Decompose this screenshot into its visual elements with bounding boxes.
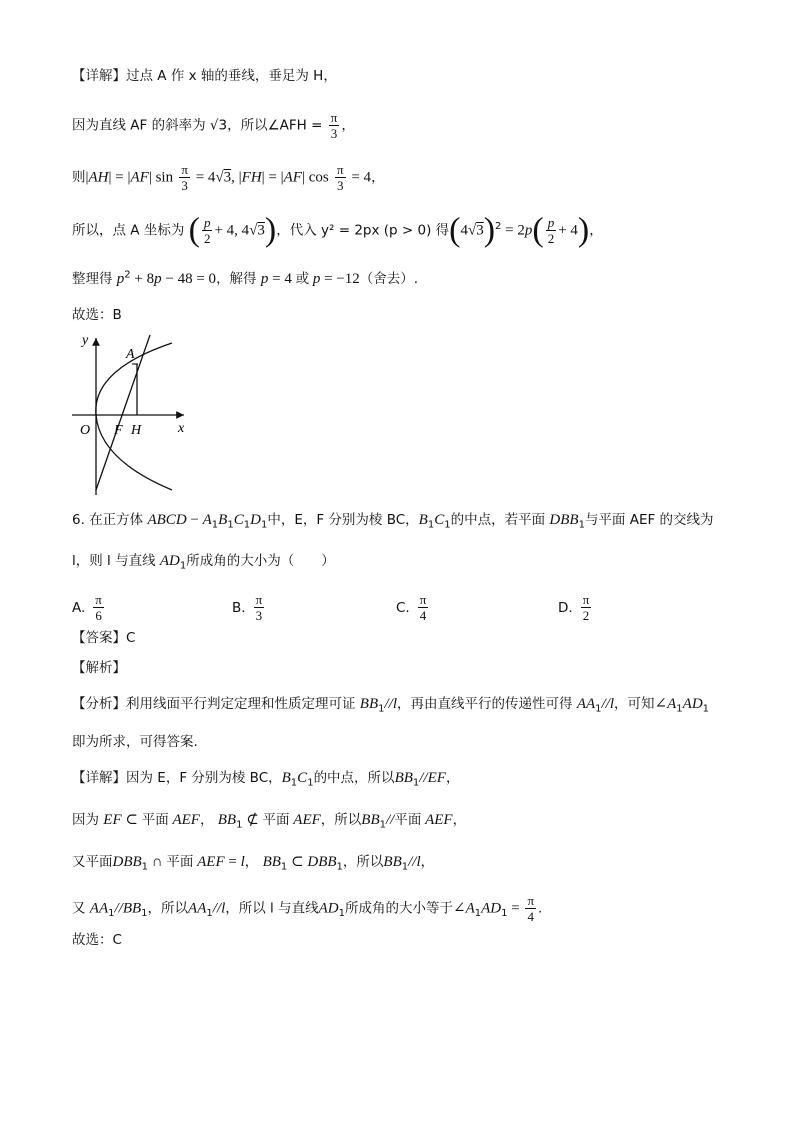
point-a-label: A: [126, 347, 135, 362]
p5-detail-line2: [72, 110, 355, 141]
p5-detail-line1: [72, 66, 337, 86]
q6-detail-line4: 又 $AA_1//BB_1$，所以$AA_1//l$，所以 l 与直线$AD_1$所成角的大小等于$\angle A_1AD_1$ = $\frac{\pi}{4}$ .: [72, 893, 543, 924]
d1-b: 的中点，所以: [313, 770, 395, 786]
q6-stem-d: 与平面 AEF 的交线为: [584, 512, 714, 528]
p5-line2-post: ，: [341, 117, 355, 134]
d4-c: ，所以 l 与直线: [225, 900, 319, 917]
p5-line4-pre: 所以，点 A 坐标为: [72, 222, 185, 239]
detail-tag: 【详解】: [72, 770, 126, 786]
d3-b: ，: [244, 854, 259, 870]
option-d[interactable]: D. $\frac{\pi}{2}$: [558, 592, 590, 623]
d2-b: ，: [199, 812, 214, 828]
analysis-b: ，再由直线平行的传递性可得: [397, 696, 573, 712]
d3-a: 又平面: [72, 854, 113, 870]
q6-analysis-line1: 【分析】利用线面平行判定定理和性质定理可证 $BB_1//l$，再由直线平行的传递性可得 $AA_1//l$，可知$\angle A_1AD_1$: [72, 696, 710, 715]
analysis-head: 【分析】: [72, 696, 126, 712]
origin-label: O: [80, 423, 91, 438]
option-b[interactable]: B. $\frac{\pi}{3}$: [232, 592, 263, 623]
d3-c: ，所以: [342, 854, 384, 870]
p5-choice: 故选：B: [72, 307, 122, 323]
pi-over-4-fraction: $\frac{\pi}{4}$: [527, 893, 535, 924]
d2-a: 因为: [72, 812, 99, 828]
analysis-c: ，可知: [614, 696, 655, 712]
q6-detail-line2: 因为 EF ⊂ 平面 AEF， $BB_1$ ⊄ 平面 AEF，所以$BB_1//$平面 AEF，: [72, 812, 467, 831]
q6-choice: 故选：C: [72, 932, 122, 948]
q6-stem-a: 在正方体: [89, 512, 144, 528]
question-number: 6.: [72, 512, 85, 528]
parabola-curve: [96, 343, 172, 490]
answer-tag: 【答案】: [72, 630, 126, 646]
p5-line5-pre: 整理得: [72, 271, 113, 287]
p5-detail-line4: 所以，点 A 坐标为 ( $\frac{p}{2}$ + 4, 4√3)，代入 y² = 2px (p > 0) 得$(4√3)^2 = 2p$( $\frac{p}{2}$ + 4)，: [72, 211, 603, 249]
d4-d: 所成角的大小等于: [344, 900, 453, 917]
q6-detail-line1: 【详解】因为 E，F 分别为棱 BC，$B_1C_1$的中点，所以$BB_1//EF$，: [72, 770, 460, 789]
q6-stem-line2-a: l，则 l 与直线: [72, 553, 156, 569]
p5-line5-mid: ，解得: [216, 271, 257, 287]
q6-detail-line3: 又平面$DBB_1$ ∩ 平面 AEF = l， $BB_1$ ⊂ $DBB_1$，所以$BB_1//l$，: [72, 854, 435, 873]
p5-line4-post: ，: [589, 222, 603, 239]
d4-b: ，所以: [147, 900, 189, 917]
p5-line5-post: （舍去）.: [359, 271, 419, 287]
option-a[interactable]: A. $\frac{\pi}{6}$: [72, 592, 102, 623]
pi-over-3-fraction: $\frac{\pi}{3}$: [330, 110, 338, 141]
q6-stem-line2: l，则 l 与直线 $AD_1$所成角的大小为（ ）: [72, 553, 335, 572]
parabola-figure: [72, 330, 202, 495]
d1-a: 因为 E，F 分别为棱 BC，: [126, 770, 282, 786]
p5-detail-line5: 整理得 $p^2 + 8p - 48 = 0$，解得 p = 4 或 p = −12（舍去）.: [72, 269, 419, 287]
q6-answer: [72, 628, 135, 648]
q6-stem-line1: 6. 在正方体 ABCD − $A_1B_1C_1D_1$中，E，F 分别为棱 BC，$B_1C_1$的中点，若平面 $DBB_1$与平面 AEF 的交线为: [72, 512, 714, 531]
focus-label: F: [114, 423, 123, 438]
q6-stem-line2-b: 所成角的大小为（ ）: [186, 553, 335, 569]
d4-a: 又: [72, 900, 86, 917]
d2-c: ，所以: [320, 812, 362, 828]
p5-detail-line3: 则|AH| = |AF| sin $\frac{\pi}{3}$ = 4√3, |FH| = |AF| cos $\frac{\pi}{3}$ = 4，: [72, 162, 385, 193]
pi-over-3-fraction: $\frac{\pi}{3}$: [337, 162, 344, 193]
pi-over-3-fraction: $\frac{\pi}{3}$: [181, 162, 188, 193]
option-c[interactable]: C. $\frac{\pi}{4}$: [396, 592, 427, 623]
p5-line4-mid: ，代入 y² = 2px (p > 0) 得: [276, 222, 450, 239]
q6-analysis-tag: 【解析】: [72, 660, 126, 676]
y-axis-label: y: [82, 333, 89, 348]
line-af: [96, 335, 150, 490]
detail-tag: 【详解】: [72, 68, 126, 84]
point-h-label: H: [131, 423, 142, 438]
x-axis-label: x: [178, 421, 185, 436]
q6-stem-c: 的中点，若平面: [450, 512, 546, 528]
q6-stem-b: 中，E，F 分别为棱 BC，: [267, 512, 419, 528]
analysis-a: 利用线面平行判定定理和性质定理可证: [126, 696, 356, 712]
p5-line1-text: 过点 A 作 x 轴的垂线，垂足为 H，: [126, 68, 337, 84]
p5-line2-text: 因为直线 AF 的斜率为 √3，所以∠AFH =: [72, 117, 323, 134]
answer-value: C: [126, 630, 136, 646]
q6-analysis-line2: 即为所求，可得答案.: [72, 734, 198, 750]
